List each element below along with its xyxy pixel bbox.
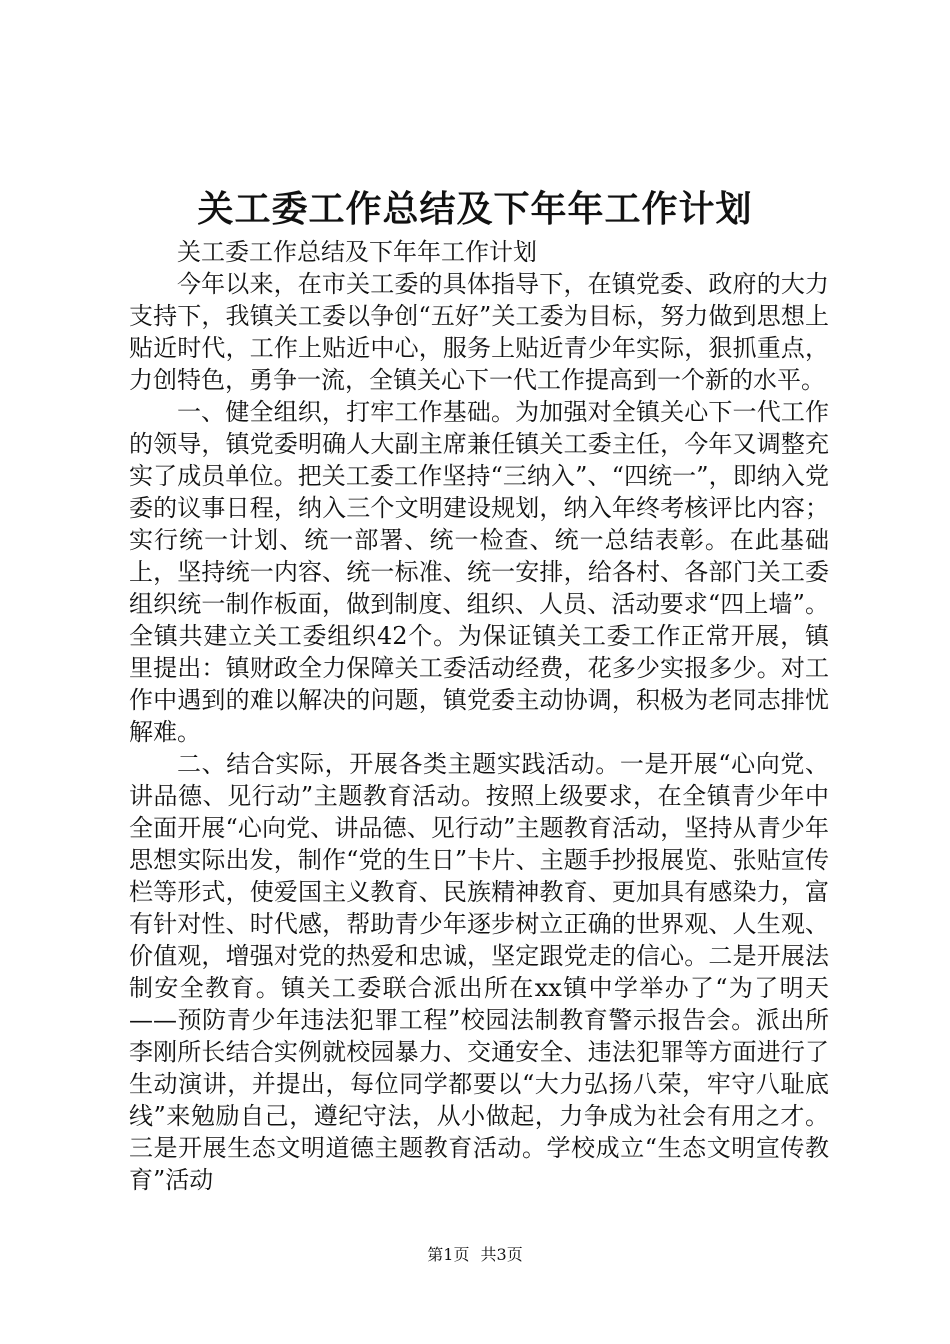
document-body (129, 236, 829, 1196)
paragraph-section-2: 二、结合实际，开展各类主题实践活动。一是开展“心向党、讲品德、见行动”主题教育活动。按照上级要求，在全镇青少年中全面开展“心向党、讲品德、见行动”主题教育活动，坚持从青少年思想实际出发，制作“党的生日”卡片、主题手抄报展览、张贴宣传栏等形式，使爱国主义教育、民族精神教育、更加具有感染力，富有针对性、时代感，帮助青少年逐步树立正确的世界观、人生观、价值观，增强对党的热爱和忠诚，坚定跟党走的信心。二是开展法制安全教育。镇关工委联合派出所在xx镇中学举办了“为了明天——预防青少年违法犯罪工程”校园法制教育警示报告会。派出所李刚所长结合实例就校园暴力、交通安全、违法犯罪等方面进行了生动演讲，并提出，每位同学都要以“大力弘扬八荣，牢守八耻底线”来勉励自己，遵纪守法，从小做起，力争成为社会有用之才。三是开展生态文明道德主题教育活动。学校成立“生态文明宣传教育”活动 (129, 750, 829, 1194)
document-title: 关工委工作总结及下年年工作计划 (197, 188, 753, 230)
page-footer (0, 1244, 950, 1266)
paragraph-section-1: 一、健全组织，打牢工作基础。为加强对全镇关心下一代工作的领导，镇党委明确人大副主席兼任镇关工委主任，今年又调整充实了成员单位。把关工委工作坚持“三纳入”、“四统一”，即纳入党委的议事日程，纳入三个文明建设规划，纳入年终考核评比内容；实行统一计划、统一部署、统一检查、统一总结表彰。在此基础上，坚持统一内容、统一标准、统一安排，给各村、各部门关工委组织统一制作板面，做到制度、组织、人员、活动要求“四上墙”。全镇共建立关工委组织42个。为保证镇关工委工作正常开展，镇里提出：镇财政全力保障关工委活动经费，花多少实报多少。对工作中遇到的难以解决的问题，镇党委主动协调，积极为老同志排忧解难。 (129, 398, 829, 746)
paragraph-intro: 今年以来，在市关工委的具体指导下，在镇党委、政府的大力支持下，我镇关工委以争创“五好”关工委为目标，努力做到思想上贴近时代，工作上贴近中心，服务上贴近青少年实际，狠抓重点，力创特色，勇争一流，全镇关心下一代工作提高到一个新的水平。 (129, 270, 829, 394)
paragraph-subtitle: 关工委工作总结及下年年工作计划 (177, 238, 537, 266)
page-number: 第1页 (427, 1245, 470, 1264)
page-total: 共3页 (480, 1245, 523, 1264)
